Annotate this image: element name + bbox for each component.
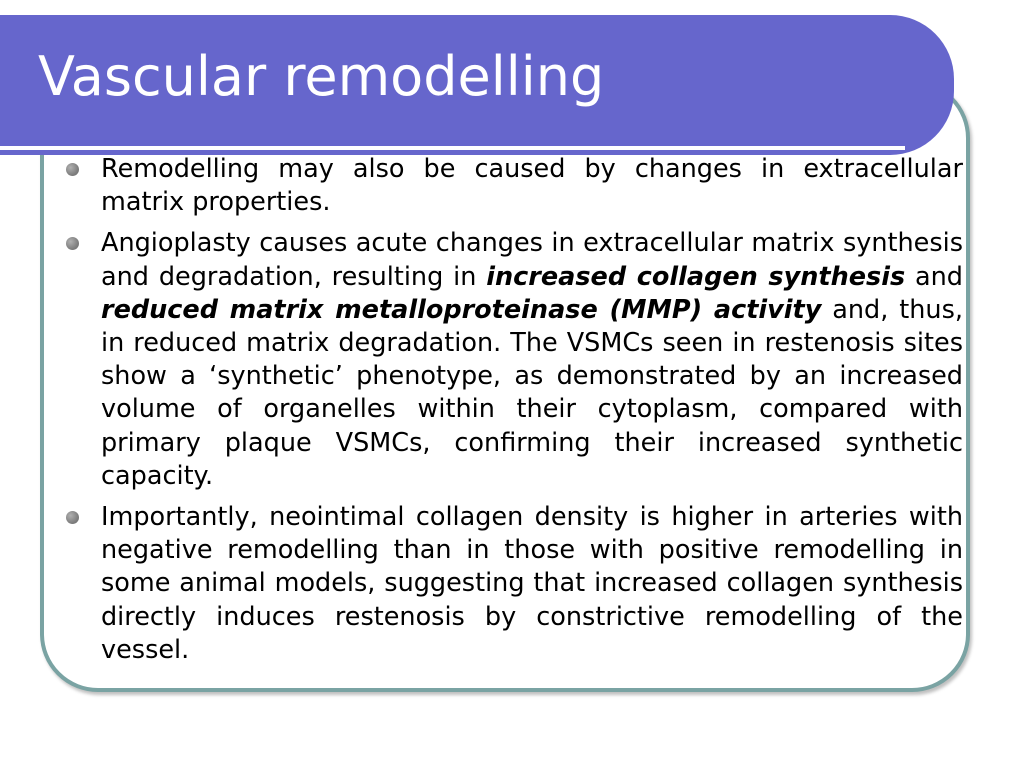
bullet-text: and — [905, 261, 963, 292]
bullet-item — [64, 501, 963, 667]
bullet-list — [64, 153, 963, 675]
bullet-dot-icon — [66, 511, 79, 524]
bullet-dot-icon — [66, 163, 79, 176]
title-underline — [0, 146, 905, 150]
bullet-text: Remodelling may also be caused by changes in extracellular matrix properties. — [101, 154, 963, 218]
bullet-item — [64, 153, 963, 219]
bullet-text: Importantly, neointimal collagen density is higher in arteries with negative remodelling than in those with positive remodelling in some animal models, suggesting that increased collagen synthesis directly induces restenosis by constrictive remodelling of the vessel. — [101, 502, 963, 665]
slide-title: Vascular remodelling — [38, 45, 605, 108]
bullet-item — [64, 227, 963, 493]
bullet-dot-icon — [66, 237, 79, 250]
emphasis-reduced-mmp: reduced matrix metalloproteinase (MMP) activity — [101, 294, 822, 325]
title-banner — [0, 15, 954, 155]
emphasis-increased-collagen: increased collagen synthesis — [486, 261, 906, 292]
bullet-text: and, thus, in reduced matrix degradation. The VSMCs seen in restenosis sites show a ‘synthetic’ phenotype, as demonstrated by an increased volume of organelles within their cytoplasm, compared with primary plaque VSMCs, confirming their increased synthetic capacity. — [101, 294, 963, 491]
bullet-text: Angioplasty causes acute changes in extracellular matrix synthesis and degradation, resulting in — [101, 228, 963, 292]
